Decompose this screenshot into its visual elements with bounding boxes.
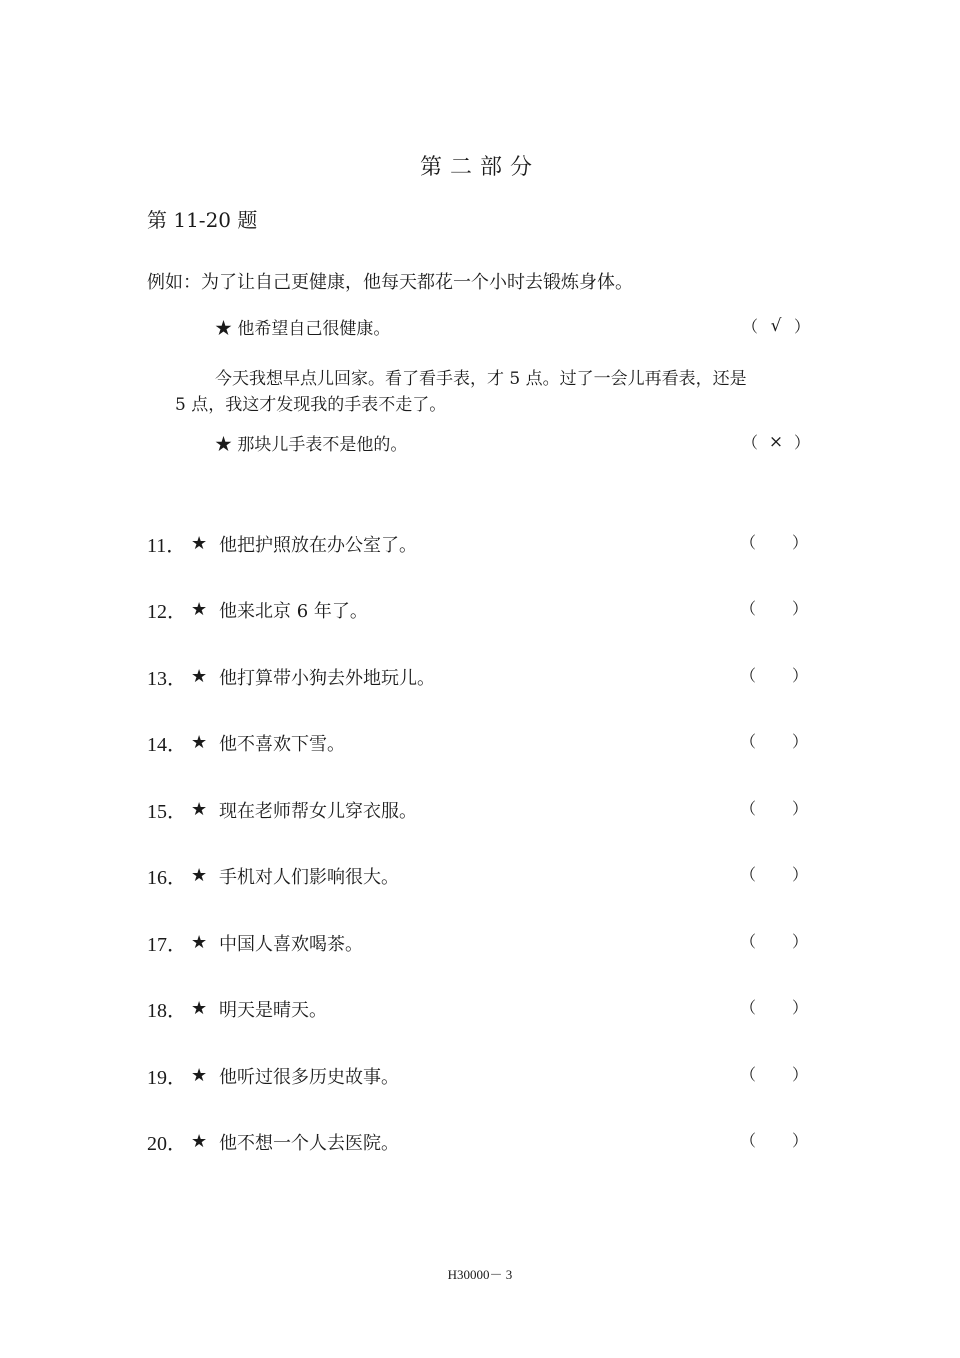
- answer-box[interactable]: （ ）: [740, 1065, 808, 1084]
- answer-box[interactable]: （ ）: [740, 799, 808, 818]
- question-row: 15． ★ 现在老师帮女儿穿衣服。: [147, 795, 417, 824]
- answer-box[interactable]: （ ）: [740, 732, 808, 751]
- question-text: 明天是晴天。: [219, 999, 327, 1021]
- example1-answer-box: （ √ ）: [742, 315, 810, 336]
- question-text: 现在老师帮女儿穿衣服。: [219, 800, 417, 822]
- example1-statement: ★ 他希望自己很健康。: [215, 319, 391, 339]
- question-text: 他不喜欢下雪。: [219, 733, 345, 755]
- star-icon: ★: [191, 533, 208, 554]
- star-icon: ★: [191, 1131, 208, 1152]
- question-row: 11． ★ 他把护照放在办公室了。: [147, 529, 417, 558]
- star-icon: ★: [215, 319, 232, 339]
- star-icon: ★: [191, 732, 208, 753]
- question-row: 18． ★ 明天是晴天。: [147, 994, 327, 1023]
- page-footer: H30000－ 3: [447, 1267, 513, 1282]
- page-title: 第二部分: [419, 155, 540, 180]
- cross-icon: ×: [768, 431, 784, 452]
- question-text: 中国人喜欢喝茶。: [219, 933, 363, 955]
- star-icon: ★: [191, 932, 208, 953]
- example2-statement: ★ 那块儿手表不是他的。: [215, 435, 408, 455]
- question-row: 13． ★ 他打算带小狗去外地玩儿。: [147, 662, 435, 691]
- star-icon: ★: [215, 435, 232, 455]
- question-text: 他把护照放在办公室了。: [219, 534, 417, 556]
- star-icon: ★: [191, 799, 208, 820]
- example1-passage: 为了让自己更健康，他每天都花一个小时去锻炼身体。: [201, 272, 633, 293]
- answer-box[interactable]: （ ）: [740, 998, 808, 1017]
- example2-passage: 今天我想早点儿回家。看了看手表，才 5 点。过了一会儿再看表，还是 5 点，我这才发现我的手表不走了。: [175, 369, 747, 415]
- question-row: 12． ★ 他来北京 6 年了。: [147, 595, 368, 624]
- answer-box[interactable]: （ ）: [740, 932, 808, 951]
- star-icon: ★: [191, 599, 208, 620]
- answer-box[interactable]: （ ）: [740, 1131, 808, 1150]
- question-text: 他打算带小狗去外地玩儿。: [219, 667, 435, 689]
- star-icon: ★: [191, 1065, 208, 1086]
- question-text: 他不想一个人去医院。: [219, 1132, 399, 1154]
- question-row: 20． ★ 他不想一个人去医院。: [147, 1127, 399, 1156]
- question-row: 14． ★ 他不喜欢下雪。: [147, 728, 345, 757]
- question-text: 他听过很多历史故事。: [219, 1066, 399, 1088]
- example2-answer-box: （ × ）: [742, 431, 810, 452]
- star-icon: ★: [191, 998, 208, 1019]
- answer-box[interactable]: （ ）: [740, 599, 808, 618]
- question-text: 他来北京 6 年了。: [219, 600, 368, 622]
- star-icon: ★: [191, 865, 208, 886]
- question-row: 17． ★ 中国人喜欢喝茶。: [147, 928, 363, 957]
- star-icon: ★: [191, 666, 208, 687]
- answer-box[interactable]: （ ）: [740, 865, 808, 884]
- answer-box[interactable]: （ ）: [740, 533, 808, 552]
- section-label: 第 11-20 题: [147, 208, 258, 232]
- question-text: 手机对人们影响很大。: [219, 866, 399, 888]
- question-row: 16． ★ 手机对人们影响很大。: [147, 861, 399, 890]
- answer-box[interactable]: （ ）: [740, 666, 808, 685]
- example-intro: [147, 268, 633, 294]
- check-icon: √: [770, 315, 782, 336]
- question-row: 19． ★ 他听过很多历史故事。: [147, 1061, 399, 1090]
- example-label: 例如：: [147, 272, 201, 293]
